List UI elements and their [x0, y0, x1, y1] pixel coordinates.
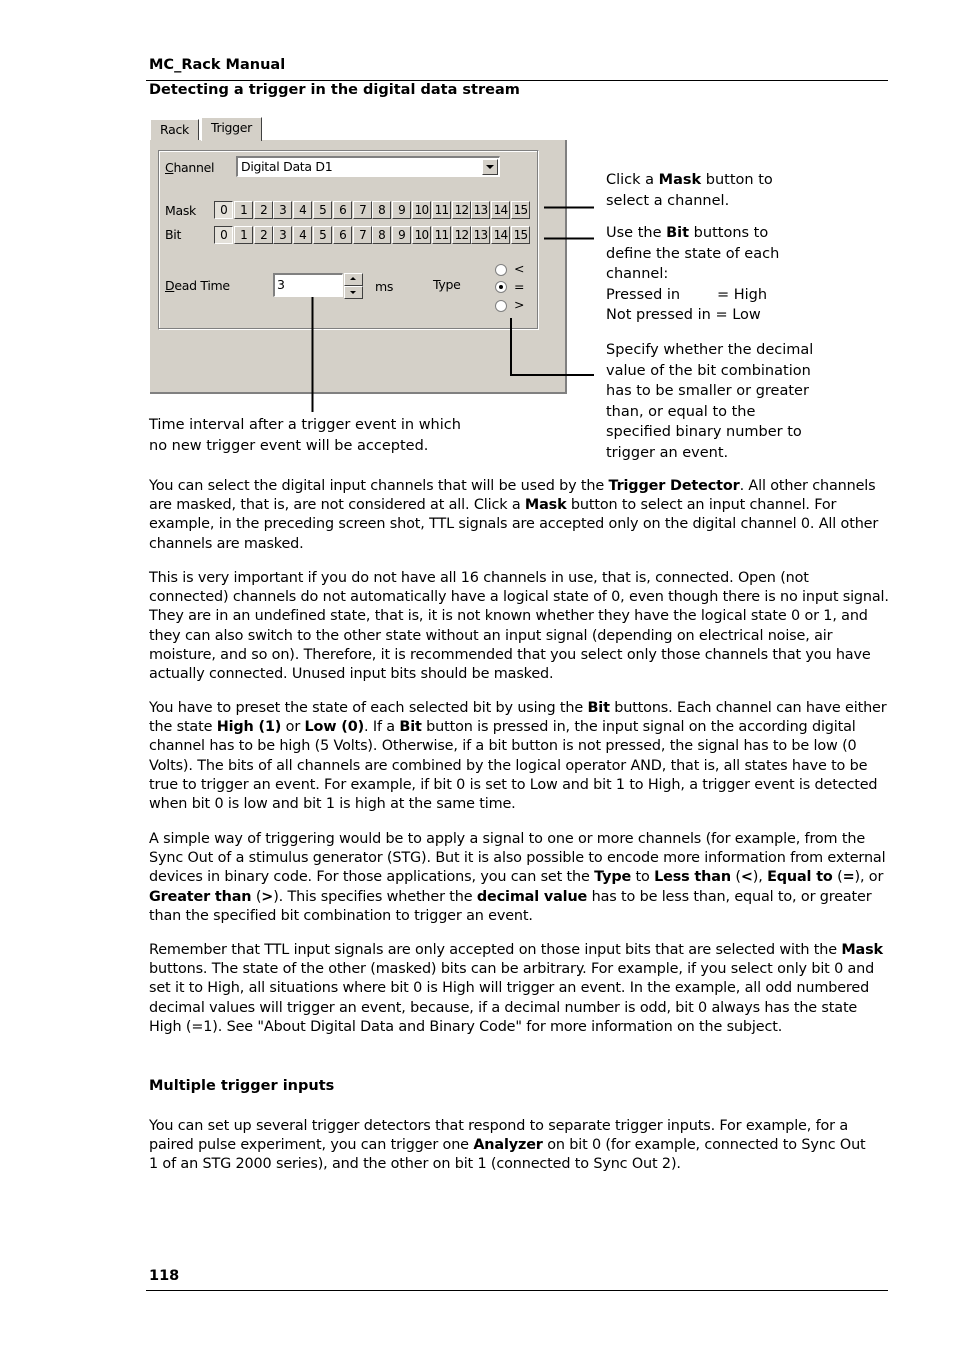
mask-button-1[interactable]: 1: [234, 201, 253, 219]
bit-button-14[interactable]: 14: [491, 226, 510, 244]
mask-button-5[interactable]: 5: [313, 201, 332, 219]
mask-button-12[interactable]: 12: [452, 201, 471, 219]
paragraph-5: Remember that TTL input signals are only accepted on those input bits that are selected with the Mask buttons. The state of the other (masked) bits can be arbitrary. For example, if you select only bit 0 and set it to High, all situations where bit 0 is High will trigger an event. In the example, all odd numbered decimal values will trigger an event, because, if a decimal number is odd, bit 0 always has the state High (=1). See "About Digital Data and Binary Code" for more information on the subject.: [149, 942, 883, 1035]
bit-button-11[interactable]: 11: [432, 226, 451, 244]
mask-button-8[interactable]: 8: [372, 201, 391, 219]
section-title: Detecting a trigger in the digital data stream: [149, 82, 520, 98]
tab-rack[interactable]: Rack: [150, 119, 199, 140]
bit-button-8[interactable]: 8: [372, 226, 391, 244]
tab-trigger[interactable]: Trigger: [201, 117, 262, 141]
mask-button-0[interactable]: 0: [214, 201, 233, 219]
manual-title: MC_Rack Manual: [149, 57, 286, 73]
type-label: Type: [433, 277, 461, 292]
bit-button-9[interactable]: 9: [392, 226, 411, 244]
bit-button-3[interactable]: 3: [273, 226, 292, 244]
dead-time-value: 3: [277, 277, 285, 292]
bit-button-1[interactable]: 1: [234, 226, 253, 244]
mask-button-14[interactable]: 14: [491, 201, 510, 219]
mask-button-11[interactable]: 11: [432, 201, 451, 219]
bit-button-6[interactable]: 6: [333, 226, 352, 244]
bit-button-0[interactable]: 0: [214, 226, 233, 244]
mask-annotation: Click a Mask button to select a channel.: [606, 172, 773, 209]
mask-button-4[interactable]: 4: [293, 201, 312, 219]
mask-button-2[interactable]: 2: [254, 201, 273, 219]
mask-button-7[interactable]: 7: [353, 201, 372, 219]
paragraph-3: You have to preset the state of each selected bit by using the Bit buttons. Each channel can have either the state High (1) or Low (0). If a Bit button is pressed in, the input signal on the according digital channel has to be high (5 Volts). Otherwise, if a bit button is not pressed, the signal has to be low (0 Volts). The bits of all channels are combined by the logical operator AND, that is, all states have to be true to trigger an event. For example, if bit 0 is set to Low and bit 1 to High, a trigger event is detected when bit 0 is low and bit 1 is high at the same time.: [149, 700, 887, 813]
bit-button-2[interactable]: 2: [254, 226, 273, 244]
paragraph-6: You can set up several trigger detectors that respond to separate trigger inputs. For example, for a paired pulse experiment, you can trigger one Analyzer on bit 0 (for example, connected to Sync Out 1 of an STG 2000 series), and the other on bit 1 (connected to Sync Out 2).: [149, 1118, 866, 1173]
bit-button-10[interactable]: 10: [412, 226, 431, 244]
subheading-multiple-trigger-inputs: Multiple trigger inputs: [149, 1078, 335, 1094]
mask-button-9[interactable]: 9: [392, 201, 411, 219]
type-option-equal: =: [514, 279, 525, 294]
bit-button-13[interactable]: 13: [471, 226, 490, 244]
mask-button-13[interactable]: 13: [471, 201, 490, 219]
dead-time-label: Dead Time: [165, 278, 230, 293]
type-callout-line: [511, 318, 594, 375]
channel-label: Channel: [165, 160, 215, 175]
mask-button-15[interactable]: 15: [511, 201, 530, 219]
mask-label: Mask: [165, 203, 196, 218]
bit-button-12[interactable]: 12: [452, 226, 471, 244]
bit-button-4[interactable]: 4: [293, 226, 312, 244]
footer-rule: [146, 1290, 888, 1291]
paragraph-4: A simple way of triggering would be to apply a signal to one or more channels (for example, from the Sync Out of a stimulus generator (STG). But it is also possible to encode more information from external devices in binary code. For those applications, you can set the Type to Less than (<), Equal to (=), or Greater than (>). This specifies whether the decimal value has to be less than, equal to, or greater than the specified bit combination to trigger an event.: [149, 831, 886, 924]
type-option-less: <: [514, 261, 525, 276]
bit-annotation: Use the Bit buttons to define the state of each channel: Pressed in = High Not pressed in = Low: [606, 225, 780, 323]
page-number: 118: [149, 1268, 180, 1284]
type-option-greater: >: [514, 297, 525, 312]
bit-button-15[interactable]: 15: [511, 226, 530, 244]
dead-time-annotation: Time interval after a trigger event in which no new trigger event will be accepted.: [149, 417, 461, 454]
mask-button-10[interactable]: 10: [412, 201, 431, 219]
paragraph-2: This is very important if you do not have all 16 channels in use, that is, connected. Open (not connected) channels do not automatically have a logical state of 0, even though there is no input signal. They are in an undefined state, that is, it is not known whether they have the logical state 0 or 1, and they can also switch to the other state without an input signal (depending on electrical noise, air moisture, and so on). Therefore, it is recommended that you select only those channels that you have actually connected. Unused input bits should be masked.: [149, 570, 889, 683]
mask-button-3[interactable]: 3: [273, 201, 292, 219]
paragraph-1: You can select the digital input channels that will be used by the Trigger Detector. All other channels are masked, that is, are not considered at all. Click a Mask button to select an input channel. For example, in the preceding screen shot, TTL signals are accepted only on the digital channel 0. All other channels are masked.: [149, 478, 879, 552]
bit-button-5[interactable]: 5: [313, 226, 332, 244]
dead-time-unit: ms: [375, 279, 394, 294]
mask-button-6[interactable]: 6: [333, 201, 352, 219]
bit-label: Bit: [165, 227, 182, 242]
channel-value: Digital Data D1: [241, 159, 333, 174]
bit-button-7[interactable]: 7: [353, 226, 372, 244]
type-annotation: Specify whether the decimal value of the bit combination has to be smaller or greater than, or equal to the specified binary number to trigger an event.: [606, 342, 814, 461]
